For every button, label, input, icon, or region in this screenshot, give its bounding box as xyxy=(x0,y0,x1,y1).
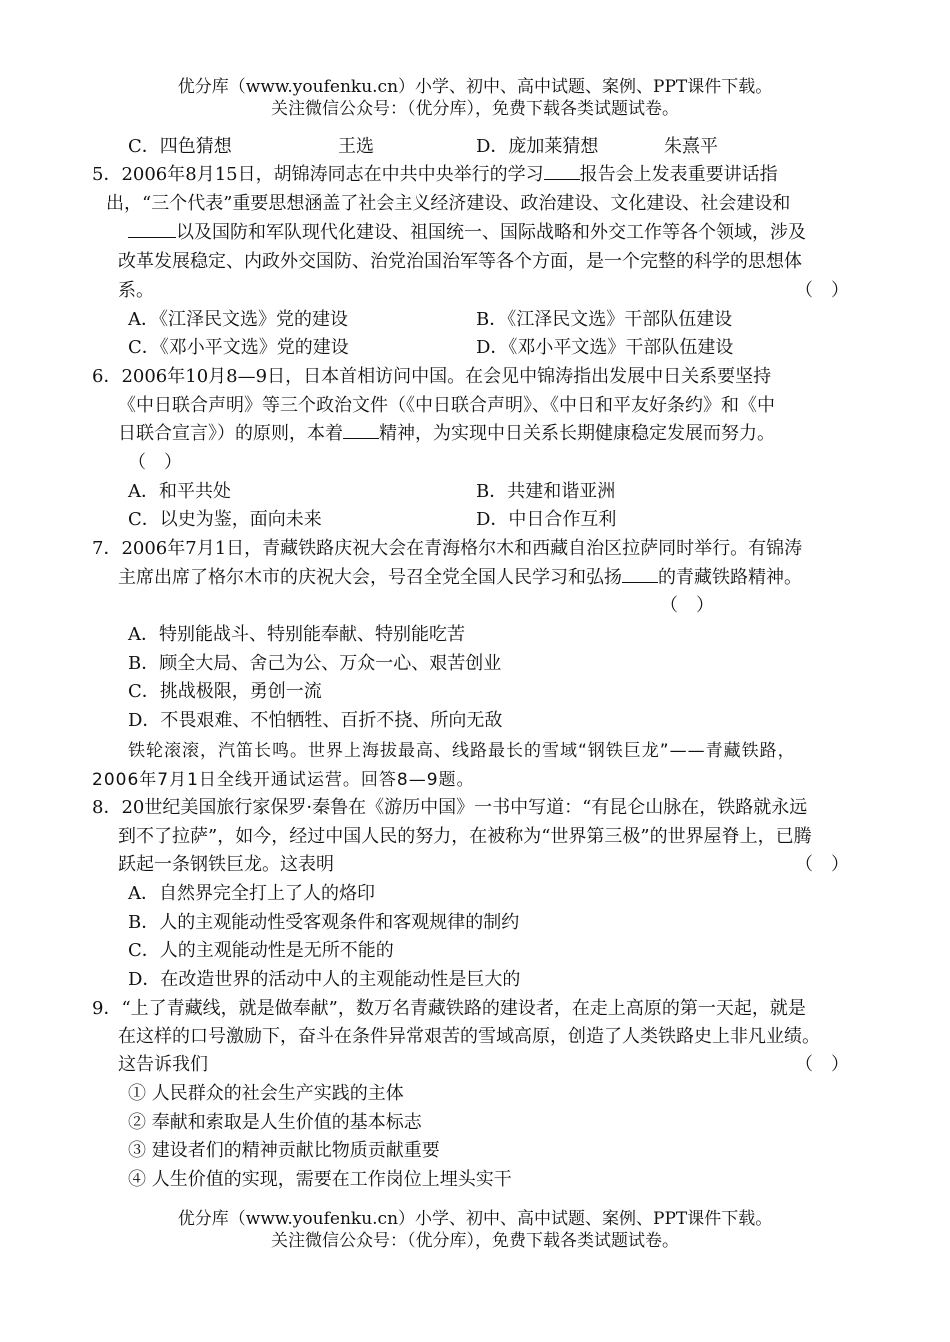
q5-line-1b: 报告会上发表重要讲话指 xyxy=(579,164,778,185)
q8-option-c: C．人的主观能动性是无所不能的 xyxy=(128,940,394,961)
q8-option-a: A．自然界完全打上了人的烙印 xyxy=(128,883,375,904)
q5-line-5: 系。 xyxy=(118,280,154,301)
q6-line-3b: 精神，为实现中日关系长期健康稳定发展而努力。 xyxy=(379,423,775,444)
prev-option-d-name: 朱熹平 xyxy=(664,136,718,157)
q7-line-2 xyxy=(118,566,802,590)
q5-blank-1 xyxy=(544,163,580,180)
q9-statement-4: ④ 人生价值的实现，需要在工作岗位上埋头实干 xyxy=(128,1169,512,1190)
q9-statement-2: ② 奉献和索取是人生价值的基本标志 xyxy=(128,1112,422,1133)
footer-line-2: 关注微信公众号：（优分库），免费下载各类试题试卷。 xyxy=(271,1231,679,1251)
footer-line-1: 优分库（www.youfenku.cn）小学、初中、高中试题、案例、PPT课件下载。 xyxy=(177,1209,773,1229)
q7-blank xyxy=(622,566,658,583)
q5-answer-paren: （ ） xyxy=(795,280,849,301)
q8-line-1: 8．20世纪美国旅行家保罗·秦鲁在《游历中国》一书中写道：“有昆仑山脉在，铁路就永远 xyxy=(92,797,808,818)
q5-option-a: A．《江泽民文选》党的建设 xyxy=(128,309,348,330)
q6-line-3 xyxy=(118,422,775,446)
q6-line-3a: 日联合宣言》）的原则，本着 xyxy=(118,423,343,444)
q5-option-b: B．《江泽民文选》干部队伍建设 xyxy=(476,309,733,330)
q8-option-d: D．在改造世界的活动中人的主观能动性是巨大的 xyxy=(128,969,521,990)
q9-statement-3: ③ 建设者们的精神贡献比物质贡献重要 xyxy=(128,1140,440,1161)
q9-line-2: 在这样的口号激励下，奋斗在条件异常艰苦的雪域高原，创造了人类铁路史上非凡业绩。 xyxy=(118,1026,820,1047)
q9-line-3: 这告诉我们 xyxy=(118,1054,208,1075)
q8-option-b: B．人的主观能动性受客观条件和客观规律的制约 xyxy=(128,912,520,933)
q5-line-1 xyxy=(92,163,778,187)
q7-option-b: B．顾全大局、舍己为公、万众一心、艰苦创业 xyxy=(128,653,502,674)
prev-option-d: D．庞加莱猜想 xyxy=(476,136,599,157)
q6-option-d: D．中日合作互利 xyxy=(476,509,617,530)
q8-answer-paren: （ ） xyxy=(795,854,849,875)
q5-line-2: 出，“三个代表”重要思想涵盖了社会主义经济建设、政治建设、文化建设、社会建设和 xyxy=(106,193,791,214)
passage-line-1: 铁轮滚滚，汽笛长鸣。世界上海拔最高、线路最长的雪域“钢铁巨龙”——青藏铁路， xyxy=(128,741,796,761)
q6-blank xyxy=(343,422,379,439)
q5-line-3b: 以及国防和军队现代化建设、祖国统一、国际战略和外交工作等各个领域，涉及 xyxy=(176,222,806,243)
q5-blank-2 xyxy=(128,221,176,238)
q9-line-1: 9．“上了青藏线，就是做奉献”，数万名青藏铁路的建设者，在走上高原的第一天起，就是 xyxy=(92,998,806,1019)
passage-line-2: 2006年7月1日全线开通试运营。回答8—9题。 xyxy=(92,770,475,790)
q6-line-2: 《中日联合声明》等三个政治文件（《中日联合声明》、《中日和平友好条约》和《中 xyxy=(118,395,775,416)
q9-statement-1: ① 人民群众的社会生产实践的主体 xyxy=(128,1083,404,1104)
q9-answer-paren: （ ） xyxy=(795,1054,849,1075)
q7-option-a: A．特别能战斗、特别能奉献、特别能吃苦 xyxy=(128,624,465,645)
header-line-1: 优分库（www.youfenku.cn）小学、初中、高中试题、案例、PPT课件下载。 xyxy=(177,77,773,97)
prev-option-c-name: 王选 xyxy=(338,136,374,157)
q5-line-1a: 5．2006年8月15日，胡锦涛同志在中共中央举行的学习 xyxy=(92,164,544,185)
q6-option-b: B．共建和谐亚洲 xyxy=(476,481,616,502)
q7-line-2b: 的青藏铁路精神。 xyxy=(658,567,802,588)
q7-option-c: C．挑战极限，勇创一流 xyxy=(128,681,322,702)
prev-option-c: C．四色猜想 xyxy=(128,136,232,157)
q5-option-c: C．《邓小平文选》党的建设 xyxy=(128,337,349,358)
q6-line-1: 6．2006年10月8—9日，日本首相访问中国。在会见中锦涛指出发展中日关系要坚持 xyxy=(92,366,772,387)
q7-line-2a: 主席出席了格尔木市的庆祝大会，号召全党全国人民学习和弘扬 xyxy=(118,567,622,588)
q7-option-d: D．不畏艰难、不怕牺牲、百折不挠、所向无敌 xyxy=(128,710,503,731)
q6-answer-paren: （ ） xyxy=(128,452,182,473)
page-footer xyxy=(0,1208,950,1252)
q8-line-2: 到不了拉萨”，如今，经过中国人民的努力，在被称为“世界第三极”的世界屋脊上，已腾 xyxy=(118,826,812,847)
q7-answer-paren: （ ） xyxy=(660,595,714,616)
q6-option-c: C．以史为鉴，面向未来 xyxy=(128,509,322,530)
q5-line-4: 改革发展稳定、内政外交国防、治党治国治军等各个方面，是一个完整的科学的思想体 xyxy=(118,251,802,272)
page-header xyxy=(0,76,950,120)
q6-option-a: A．和平共处 xyxy=(128,481,231,502)
q5-option-d: D．《邓小平文选》干部队伍建设 xyxy=(476,337,734,358)
header-line-2: 关注微信公众号：（优分库），免费下载各类试题试卷。 xyxy=(271,99,679,119)
q7-line-1: 7．2006年7月1日，青藏铁路庆祝大会在青海格尔木和西藏自治区拉萨同时举行。有锦涛 xyxy=(92,538,803,559)
q8-line-3: 跃起一条钢铁巨龙。这表明 xyxy=(118,854,334,875)
q5-line-3 xyxy=(128,221,806,245)
